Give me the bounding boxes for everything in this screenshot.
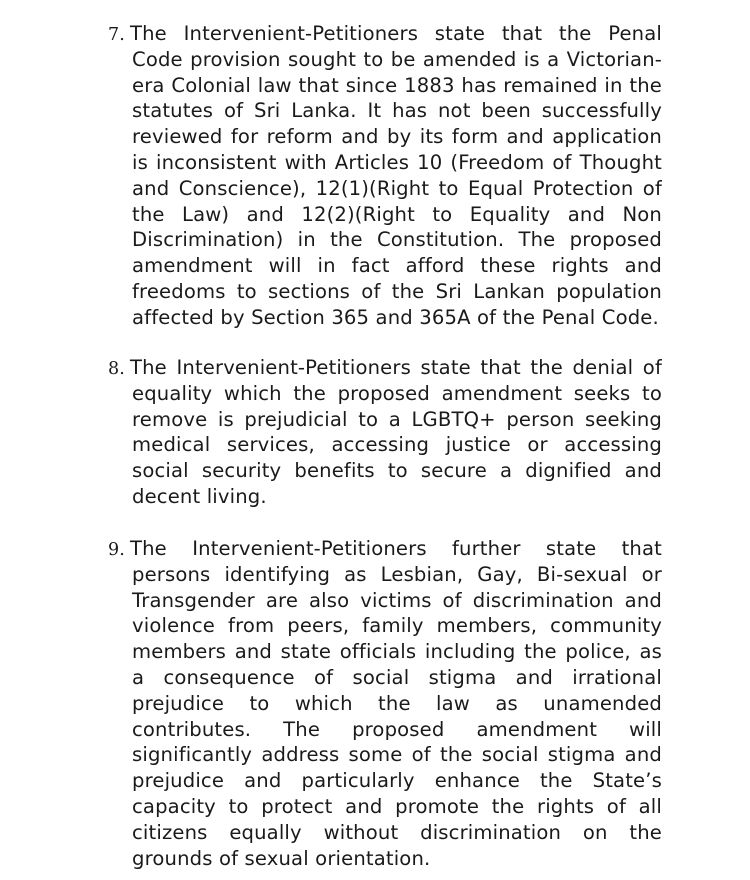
paragraph-line: remove is prejudicial to a LGBTQ+ person seeking — [132, 407, 662, 431]
paragraph-line: social security benefits to secure a dignified and — [132, 459, 662, 483]
paragraph-line: era Colonial law that since 1883 has remained in the — [132, 73, 662, 97]
paragraph-line: the Law) and 12(2)(Right to Equality and Non — [132, 202, 662, 226]
paragraph-line: and Conscience), 12(1)(Right to Equal Protection of — [132, 176, 662, 200]
paragraph-number: 9. — [108, 540, 125, 560]
paragraph-line: Transgender are also victims of discrimination and — [132, 588, 662, 612]
paragraph-line: equality which the proposed amendment seeks to — [132, 381, 662, 405]
paragraph-line: decent living. — [132, 484, 267, 508]
paragraph-line: 7. The Intervenient-Petitioners state that the Penal — [108, 22, 662, 45]
paragraph-line: 9. The Intervenient-Petitioners further state that — [108, 537, 662, 560]
paragraph-line: 8. The Intervenient-Petitioners state that the denial of — [108, 356, 662, 379]
paragraph-number: 8. — [108, 359, 125, 379]
paragraph-line: statutes of Sri Lanka. It has not been successfully — [132, 99, 662, 123]
paragraph-line: significantly address some of the social stigma and — [132, 743, 662, 767]
paragraph-line: contributes. The proposed amendment will — [132, 717, 662, 741]
paragraph-7 — [108, 21, 662, 331]
paragraph-line: capacity to protect and promote the rights of all — [132, 794, 662, 818]
paragraph-line: Code provision sought to be amended is a Victorian- — [132, 47, 662, 71]
paragraph-line: violence from peers, family members, community — [132, 614, 662, 638]
paragraph-line: citizens equally without discrimination on the — [132, 820, 662, 844]
paragraph-8 — [108, 355, 662, 510]
paragraph-line: is inconsistent with Articles 10 (Freedom of Thought — [132, 150, 662, 174]
paragraph-line: Discrimination) in the Constitution. The proposed — [132, 228, 662, 252]
paragraph-line: a consequence of social stigma and irrational — [132, 665, 662, 689]
paragraph-line: persons identifying as Lesbian, Gay, Bi-sexual or — [132, 562, 662, 586]
paragraph-line: affected by Section 365 and 365A of the Penal Code. — [132, 305, 659, 329]
paragraph-line: amendment will in fact afford these rights and — [132, 254, 662, 278]
paragraph-9 — [108, 536, 662, 871]
paragraph-line: freedoms to sections of the Sri Lankan population — [132, 279, 662, 303]
paragraph-line: grounds of sexual orientation. — [132, 846, 431, 870]
paragraph-line: prejudice and particularly enhance the State’s — [132, 769, 662, 793]
paragraph-line: prejudice to which the law as unamended — [132, 691, 662, 715]
paragraph-line: reviewed for reform and by its form and application — [132, 125, 662, 149]
paragraph-number: 7. — [108, 25, 125, 45]
paragraph-line: members and state officials including the police, as — [132, 640, 662, 664]
paragraph-line: medical services, accessing justice or accessing — [132, 433, 662, 457]
